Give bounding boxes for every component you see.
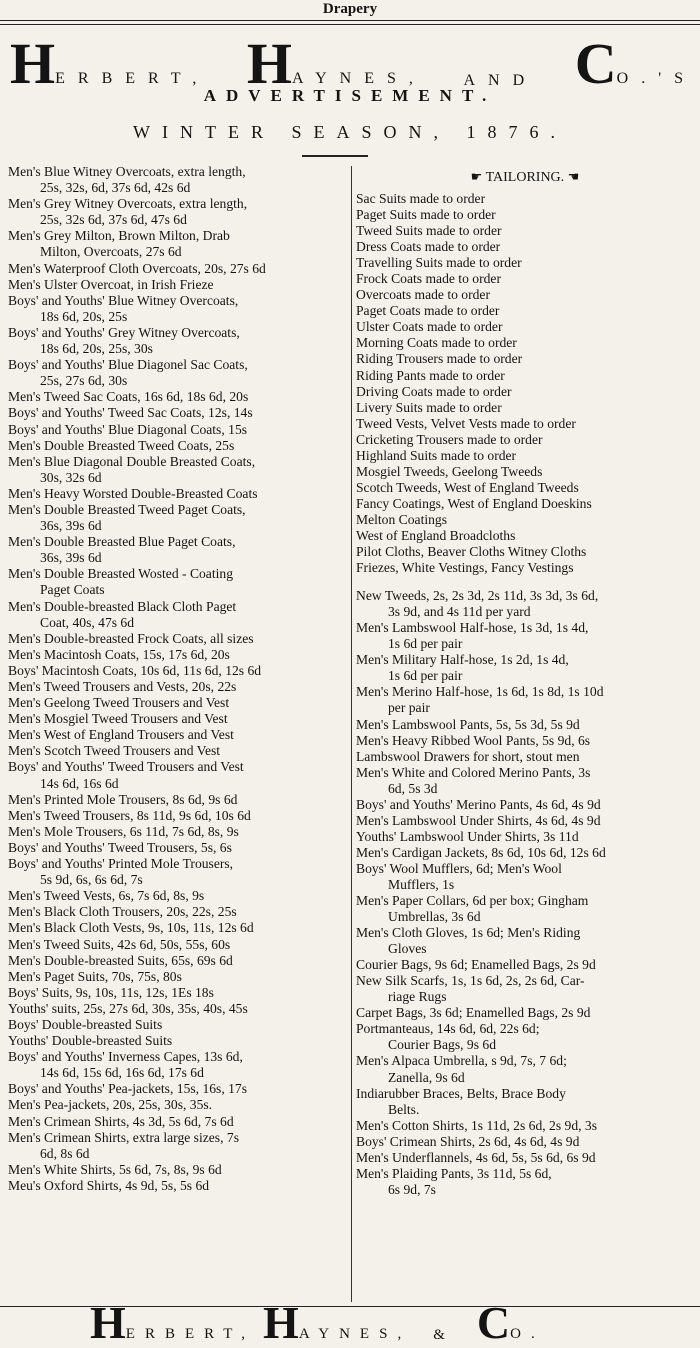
tailoring-item: Friezes, White Vestings, Fancy Vestings xyxy=(356,560,574,576)
item-continuation: Coat, 40s, 47s 6d xyxy=(40,614,135,630)
list-item xyxy=(8,389,348,405)
item-line: New Tweeds, 2s, 2s 3d, 2s 11d, 3s 3d, 3s 6d, xyxy=(356,588,599,604)
item-line: Men's Grey Milton, Brown Milton, Drab xyxy=(8,228,230,244)
list-item xyxy=(356,717,694,733)
item-line: Men's West of England Trousers and Vest xyxy=(8,727,234,743)
list-item xyxy=(8,856,348,888)
tailoring-item: Riding Pants made to order xyxy=(356,367,505,383)
list-item xyxy=(8,631,348,647)
list-item xyxy=(8,566,348,598)
item-line: Indiarubber Braces, Belts, Brace Body xyxy=(356,1085,566,1101)
list-item xyxy=(8,888,348,904)
list-item xyxy=(8,405,348,421)
item-line: Men's Double-breasted Black Cloth Paget xyxy=(8,598,237,614)
item-line: Men's Cardigan Jackets, 8s 6d, 10s 6d, 12s 6d xyxy=(356,844,606,860)
list-item xyxy=(8,920,348,936)
item-continuation: Mufflers, 1s xyxy=(388,876,455,892)
footer-amp: & xyxy=(433,1327,455,1343)
advertisement-title: ADVERTISEMENT. xyxy=(203,86,497,105)
footer-text-1: ERBERT, xyxy=(125,1326,256,1342)
item-continuation: Courier Bags, 9s 6d xyxy=(388,1037,496,1053)
item-line: Meu's Oxford Shirts, 4s 9d, 5s, 5s 6d xyxy=(8,1177,210,1193)
tailoring-heading xyxy=(356,164,694,191)
item-line: Men's Military Half-hose, 1s 2d, 1s 4d, xyxy=(356,652,569,668)
item-continuation: 1s 6d per pair xyxy=(388,668,463,684)
item-line: Boys' and Youths' Tweed Trousers and Vest xyxy=(8,759,244,775)
item-continuation: Gloves xyxy=(388,941,427,957)
firm-word-co xyxy=(574,31,696,96)
item-line: Men's Double Breasted Tweed Paget Coats, xyxy=(8,501,246,517)
tailoring-item: Frock Coats made to order xyxy=(356,271,501,287)
list-item xyxy=(356,588,694,620)
item-line: Youths' suits, 25s, 27s 6d, 30s, 35s, 40s, 45s xyxy=(8,1000,248,1016)
tailoring-item: Tweed Vests, Velvet Vests made to order xyxy=(356,415,576,431)
list-item xyxy=(8,502,348,534)
firm-and: AND xyxy=(463,72,538,89)
column-divider xyxy=(351,166,352,1302)
item-line: Youths' Lambswool Under Shirts, 3s 11d xyxy=(356,828,579,844)
season-rule xyxy=(302,155,368,157)
list-item xyxy=(8,1001,348,1017)
list-item xyxy=(8,422,348,438)
drop-cap-h2: H xyxy=(246,31,293,96)
item-line: Men's Tweed Suits, 42s 6d, 50s, 55s, 60s xyxy=(8,936,231,952)
item-line: Men's Lambswool Pants, 5s, 5s 3d, 5s 9d xyxy=(356,716,580,732)
list-item xyxy=(356,733,694,749)
item-line: Men's Paget Suits, 70s, 75s, 80s xyxy=(8,968,182,984)
footer-herbert xyxy=(90,1297,256,1348)
list-item xyxy=(8,486,348,502)
item-line: Men's Waterproof Cloth Overcoats, 20s, 27s 6d xyxy=(8,260,266,276)
item-line: Men's Grey Witney Overcoats, extra length, xyxy=(8,196,248,212)
item-line: Men's Cotton Shirts, 1s 11d, 2s 6d, 2s 9d, 3s xyxy=(356,1117,597,1133)
list-item xyxy=(8,1097,348,1113)
item-line: Men's Underflannels, 4s 6d, 5s, 5s 6d, 6s 9d xyxy=(356,1149,596,1165)
item-line: Men's Blue Witney Overcoats, extra length, xyxy=(8,164,246,179)
item-line: Men's Lambswool Under Shirts, 4s 6d, 4s 9d xyxy=(356,812,601,828)
list-item xyxy=(356,652,694,684)
tailoring-item: Scotch Tweeds, West of England Tweeds xyxy=(356,479,579,495)
list-item xyxy=(8,969,348,985)
tailoring-item: Livery Suits made to order xyxy=(356,399,502,415)
item-line: Men's Mosgiel Tweed Trousers and Vest xyxy=(8,711,228,727)
firm-word-herbert xyxy=(10,31,210,96)
list-item xyxy=(8,663,348,679)
list-item xyxy=(8,534,348,566)
item-line: Men's Tweed Sac Coats, 16s 6d, 18s 6d, 20s xyxy=(8,389,249,405)
footer-text-2: AYNES, xyxy=(298,1326,412,1342)
item-line: Men's Paper Collars, 6d per box; Gingham xyxy=(356,893,589,909)
footer-text-3: O. xyxy=(510,1326,545,1342)
item-line: Men's Scotch Tweed Trousers and Vest xyxy=(8,743,221,759)
item-line: Boys' and Youths' Tweed Trousers, 5s, 6s xyxy=(8,839,232,855)
item-line: Men's Alpaca Umbrella, s 9d, 7s, 7 6d; xyxy=(356,1053,567,1069)
item-continuation: 25s, 32s 6d, 37s 6d, 47s 6d xyxy=(40,212,187,228)
item-continuation: 36s, 39s 6d xyxy=(40,550,102,566)
item-line: Boys' and Youths' Inverness Capes, 13s 6d, xyxy=(8,1049,243,1065)
list-item xyxy=(356,684,694,716)
list-item xyxy=(8,1162,348,1178)
tailoring-item: Cricketing Trousers made to order xyxy=(356,431,543,447)
item-line: Men's Macintosh Coats, 15s, 17s 6d, 20s xyxy=(8,646,230,662)
item-line: New Silk Scarfs, 1s, 1s 6d, 2s, 2s 6d, Car- xyxy=(356,973,585,989)
item-line: Boys' and Youths' Blue Witney Overcoats, xyxy=(8,292,239,308)
footer-co xyxy=(476,1297,545,1348)
item-continuation: Milton, Overcoats, 27s 6d xyxy=(40,244,182,260)
list-item xyxy=(8,840,348,856)
item-continuation: 18s 6d, 20s, 25s, 30s xyxy=(40,341,153,357)
item-continuation: 25s, 27s 6d, 30s xyxy=(40,373,128,389)
item-continuation: 6d, 8s 6d xyxy=(40,1145,90,1161)
item-continuation: Zanella, 9s 6d xyxy=(388,1069,465,1085)
item-continuation: 3s 9d, and 4s 11d per yard xyxy=(388,604,531,620)
season-title: WINTER SEASON, 1876. xyxy=(133,122,567,142)
item-line: Boys' Macintosh Coats, 10s 6d, 11s 6d, 12s 6d xyxy=(8,662,262,678)
footer-cap-h: H xyxy=(90,1297,126,1348)
tailoring-heading-text: TAILORING. xyxy=(485,170,565,185)
right-goods-list xyxy=(356,588,694,1198)
footer-cap-h2: H xyxy=(263,1297,299,1348)
list-item xyxy=(8,1049,348,1081)
item-line: Boys' and Youths' Grey Witney Overcoats, xyxy=(8,324,240,340)
item-line: Men's Black Cloth Vests, 9s, 10s, 11s, 12s 6d xyxy=(8,920,254,936)
right-column xyxy=(356,164,694,1198)
item-line: Men's Double Breasted Tweed Coats, 25s xyxy=(8,437,235,453)
list-item xyxy=(8,743,348,759)
top-rule xyxy=(0,20,700,21)
list-item xyxy=(8,759,348,791)
section-gap xyxy=(356,576,694,588)
list-item xyxy=(356,1021,694,1053)
item-line: Men's Double Breasted Blue Paget Coats, xyxy=(8,534,236,550)
drop-cap-c: C xyxy=(574,31,617,96)
item-line: Men's Printed Mole Trousers, 8s 6d, 9s 6d xyxy=(8,791,238,807)
tailoring-item: Highland Suits made to order xyxy=(356,447,517,463)
item-line: Men's Ulster Overcoat, in Irish Frieze xyxy=(8,276,214,292)
list-item xyxy=(8,1033,348,1049)
list-item xyxy=(8,277,348,293)
tailoring-item: Riding Trousers made to order xyxy=(356,351,523,367)
list-item xyxy=(8,1081,348,1097)
item-line: Men's Pea-jackets, 20s, 25s, 30s, 35s. xyxy=(8,1097,213,1113)
item-line: Boys' Crimean Shirts, 2s 6d, 4s 6d, 4s 9d xyxy=(356,1133,580,1149)
item-line: Men's Merino Half-hose, 1s 6d, 1s 8d, 1s 10d xyxy=(356,684,604,700)
list-item xyxy=(8,985,348,1001)
list-item xyxy=(8,904,348,920)
firm-text-1: ERBERT, xyxy=(55,70,210,87)
item-line: Men's Double-breasted Suits, 65s, 69s 6d xyxy=(8,952,233,968)
item-line: Boys' and Youths' Blue Diagonel Sac Coats, xyxy=(8,357,248,373)
list-item xyxy=(8,357,348,389)
list-item xyxy=(356,1118,694,1134)
item-line: Men's Black Cloth Trousers, 20s, 22s, 25s xyxy=(8,904,237,920)
list-item xyxy=(356,861,694,893)
list-item xyxy=(8,808,348,824)
tailoring-item: Dress Coats made to order xyxy=(356,239,501,255)
list-item xyxy=(8,228,348,260)
tailoring-item: Overcoats made to order xyxy=(356,287,490,303)
list-item xyxy=(8,647,348,663)
item-line: Carpet Bags, 3s 6d; Enamelled Bags, 2s 9d xyxy=(356,1005,591,1021)
item-continuation: Paget Coats xyxy=(40,582,105,598)
item-line: Portmanteaus, 14s 6d, 6d, 22s 6d; xyxy=(356,1021,540,1037)
item-line: Men's Mole Trousers, 6s 11d, 7s 6d, 8s, 9s xyxy=(8,823,239,839)
left-column xyxy=(8,164,348,1194)
item-line: Men's White and Colored Merino Pants, 3s xyxy=(356,764,591,780)
list-item xyxy=(8,454,348,486)
firm-text-2: AYNES, xyxy=(292,70,426,87)
item-continuation: riage Rugs xyxy=(388,989,447,1005)
list-item xyxy=(8,599,348,631)
item-continuation: 25s, 32s, 6d, 37s 6d, 42s 6d xyxy=(40,180,191,196)
list-item xyxy=(8,695,348,711)
list-item xyxy=(8,727,348,743)
item-line: Boys' Double-breasted Suits xyxy=(8,1016,163,1032)
tailoring-item: Driving Coats made to order xyxy=(356,383,512,399)
item-continuation: 1s 6d per pair xyxy=(388,636,463,652)
firm-text-3: O.'S xyxy=(616,70,696,87)
list-item xyxy=(8,196,348,228)
item-line: Lambswool Drawers for short, stout men xyxy=(356,748,580,764)
item-line: Men's Crimean Shirts, extra large sizes, 7s xyxy=(8,1129,239,1145)
tailoring-list xyxy=(356,191,694,576)
item-continuation: 36s, 39s 6d xyxy=(40,518,102,534)
item-continuation: 14s 6d, 15s 6d, 16s 6d, 17s 6d xyxy=(40,1065,204,1081)
item-continuation: 5s 9d, 6s, 6s 6d, 7s xyxy=(40,872,143,888)
list-item xyxy=(8,1130,348,1162)
item-continuation: 30s, 32s 6d xyxy=(40,469,102,485)
item-line: Courier Bags, 9s 6d; Enamelled Bags, 2s 9d xyxy=(356,957,596,973)
item-line: Boys' Suits, 9s, 10s, 11s, 12s, 1Es 18s xyxy=(8,984,214,1000)
tailoring-item: West of England Broadcloths xyxy=(356,527,516,543)
item-line: Men's Tweed Vests, 6s, 7s 6d, 8s, 9s xyxy=(8,888,205,904)
list-item xyxy=(8,293,348,325)
list-item xyxy=(8,438,348,454)
list-item xyxy=(8,792,348,808)
list-item xyxy=(356,925,694,957)
item-line: Men's Crimean Shirts, 4s 3d, 5s 6d, 7s 6d xyxy=(8,1113,234,1129)
tailoring-item: Ulster Coats made to order xyxy=(356,319,503,335)
item-line: Men's Plaiding Pants, 3s 11d, 5s 6d, xyxy=(356,1165,552,1181)
item-line: Boys' Wool Mufflers, 6d; Men's Wool xyxy=(356,860,562,876)
item-continuation: 18s 6d, 20s, 25s xyxy=(40,308,128,324)
item-continuation: per pair xyxy=(388,700,430,716)
list-item xyxy=(356,829,694,845)
list-item xyxy=(8,1178,348,1194)
tailoring-item: Morning Coats made to order xyxy=(356,335,517,351)
list-item xyxy=(356,893,694,925)
item-line: Men's White Shirts, 5s 6d, 7s, 8s, 9s 6d xyxy=(8,1161,222,1177)
list-item xyxy=(8,953,348,969)
pointing-hand-icon: ☛ xyxy=(470,169,483,184)
tailoring-item: Mosgiel Tweeds, Geelong Tweeds xyxy=(356,463,543,479)
item-line: Men's Blue Diagonal Double Breasted Coats, xyxy=(8,453,256,469)
item-line: Men's Heavy Ribbed Wool Pants, 5s 9d, 6s xyxy=(356,732,591,748)
list-item xyxy=(8,679,348,695)
list-item xyxy=(356,813,694,829)
footer-cap-c: C xyxy=(476,1297,511,1348)
list-item xyxy=(8,261,348,277)
item-continuation: Belts. xyxy=(388,1101,420,1117)
item-line: Boys' and Youths' Printed Mole Trousers, xyxy=(8,856,234,872)
list-item xyxy=(8,1114,348,1130)
list-item xyxy=(356,1150,694,1166)
list-item xyxy=(8,937,348,953)
pointing-hand-left-icon: ☚ xyxy=(567,169,580,184)
item-line: Boys' and Youths' Merino Pants, 4s 6d, 4s 9d xyxy=(356,796,601,812)
item-line: Men's Heavy Worsted Double-Breasted Coats xyxy=(8,485,258,501)
list-item xyxy=(356,1166,694,1198)
item-line: Boys' and Youths' Tweed Sac Coats, 12s, 14s xyxy=(8,405,253,421)
top-rule-thin xyxy=(0,24,700,25)
list-item xyxy=(8,824,348,840)
tailoring-item: Melton Coatings xyxy=(356,511,448,527)
item-line: Men's Cloth Gloves, 1s 6d; Men's Riding xyxy=(356,925,581,941)
list-item xyxy=(8,711,348,727)
tailoring-item: Paget Coats made to order xyxy=(356,303,500,319)
tailoring-item: Paget Suits made to order xyxy=(356,207,496,223)
tailoring-item: Fancy Coatings, West of England Doeskins xyxy=(356,495,592,511)
tailoring-item: Sac Suits made to order xyxy=(356,191,486,206)
list-item xyxy=(356,749,694,765)
item-continuation: 6d, 5s 3d xyxy=(388,780,438,796)
item-line: Men's Tweed Trousers, 8s 11d, 9s 6d, 10s 6d xyxy=(8,807,251,823)
item-continuation: 14s 6d, 16s 6d xyxy=(40,775,119,791)
list-item xyxy=(356,620,694,652)
list-item xyxy=(8,325,348,357)
tailoring-item: Travelling Suits made to order xyxy=(356,255,522,271)
tailoring-item: Pilot Cloths, Beaver Cloths Witney Cloths xyxy=(356,544,587,560)
item-line: Men's Lambswool Half-hose, 1s 3d, 1s 4d, xyxy=(356,620,589,636)
list-item xyxy=(8,1017,348,1033)
list-item xyxy=(356,973,694,1005)
item-line: Men's Tweed Trousers and Vests, 20s, 22s xyxy=(8,679,237,694)
item-line: Boys' and Youths' Blue Diagonal Coats, 15s xyxy=(8,421,248,437)
item-continuation: 6s 9d, 7s xyxy=(388,1181,436,1197)
item-continuation: Umbrellas, 3s 6d xyxy=(388,909,481,925)
list-item xyxy=(8,164,348,196)
list-item xyxy=(356,1134,694,1150)
list-item xyxy=(356,1086,694,1118)
section-label: Drapery xyxy=(322,1,378,17)
list-item xyxy=(356,765,694,797)
firm-word-haynes xyxy=(246,31,426,96)
item-line: Youths' Double-breasted Suits xyxy=(8,1033,173,1049)
drop-cap-h: H xyxy=(10,31,56,96)
list-item xyxy=(356,797,694,813)
footer-haynes xyxy=(263,1297,412,1348)
tailoring-item: Tweed Suits made to order xyxy=(356,223,502,239)
list-item xyxy=(356,845,694,861)
item-line: Men's Double Breasted Wosted - Coating xyxy=(8,566,233,582)
list-item xyxy=(356,1005,694,1021)
footer-firm xyxy=(90,1296,610,1348)
list-item xyxy=(356,1053,694,1085)
item-line: Boys' and Youths' Pea-jackets, 15s, 16s, 17s xyxy=(8,1081,248,1097)
item-line: Men's Geelong Tweed Trousers and Vest xyxy=(8,695,230,711)
list-item xyxy=(356,957,694,973)
item-line: Men's Double-breasted Frock Coats, all sizes xyxy=(8,630,254,646)
